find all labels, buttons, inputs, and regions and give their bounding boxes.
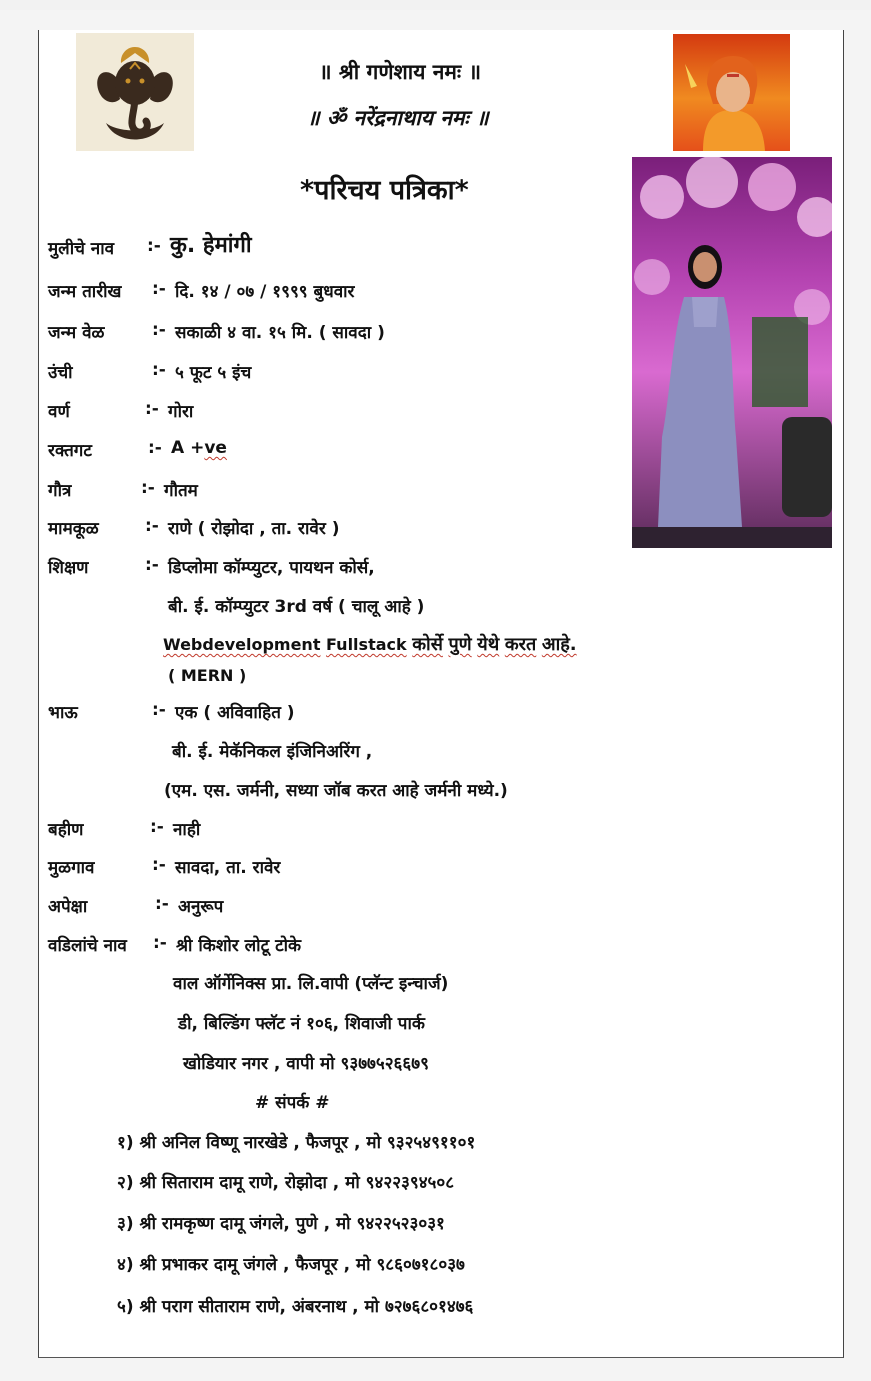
value-complexion: गोरा <box>168 402 194 422</box>
father-line1: श्री किशोर लोटू टोके <box>176 936 302 956</box>
contact-item: ५) श्री पराग सीताराम राणे, अंबरनाथ , मो ७२७६८०१४७६ <box>117 1297 474 1317</box>
sep-expectation: :- <box>155 894 169 914</box>
education-line2: बी. ई. कॉम्प्युटर 3rd वर्ष ( चालू आहे ) <box>168 597 425 617</box>
value-height: ५ फूट ५ इंच <box>175 363 252 383</box>
education-line4: ( MERN ) <box>168 666 247 685</box>
education-line3: Webdevelopment Fullstack कोर्से पुणे येथे करत आहे. <box>163 634 577 655</box>
value-blood-group: A +ve <box>171 438 227 458</box>
label-complexion: वर्ण <box>48 402 70 422</box>
portrait-figure-icon <box>632 157 832 548</box>
label-height: उंची <box>48 363 73 383</box>
label-father: वडिलांचे नाव <box>48 936 127 956</box>
brother-line2: बी. ई. मेकॅनिकल इंजिनिअरिंग , <box>172 742 373 762</box>
invocation-ganesh: ॥ श्री गणेशाय नमः ॥ <box>319 60 482 84</box>
bride-portrait <box>632 157 832 548</box>
contact-item: ३) श्री रामकृष्ण दामू जंगले, पुणे , मो ९४२२५२३०३१ <box>117 1214 445 1234</box>
label-expectation: अपेक्षा <box>48 897 88 917</box>
contact-item: ४) श्री प्रभाकर दामू जंगले , फैजपूर , मो ९८६०७१८०३७ <box>117 1255 465 1275</box>
label-dob: जन्म तारीख <box>48 282 122 302</box>
contacts-heading: # संपर्क # <box>255 1093 330 1113</box>
value-name: कु. हेमांगी <box>170 233 252 258</box>
sep-complexion: :- <box>145 399 159 419</box>
contact-item: २) श्री सिताराम दामू राणे, रोझोदा , मो ९४२२३९४५०८ <box>117 1173 455 1193</box>
value-mamkul: राणे ( रोझोदा , ता. रावेर ) <box>168 519 340 539</box>
sep-mamkul: :- <box>145 516 159 536</box>
label-brother: भाऊ <box>48 703 78 723</box>
label-native: मुळगाव <box>48 858 95 878</box>
father-line4: खोडियार नगर , वापी मो ९३७७५२६६७९ <box>183 1054 429 1074</box>
label-tob: जन्म वेळ <box>48 323 105 343</box>
value-expectation: अनुरूप <box>178 897 224 917</box>
label-blood-group: रक्तगट <box>48 441 92 461</box>
sep-brother: :- <box>152 700 166 720</box>
sep-blood-group: :- <box>148 438 162 458</box>
sep-gotra: :- <box>141 478 155 498</box>
page-title: *परिचय पत्रिका* <box>300 175 469 206</box>
sep-height: :- <box>152 360 166 380</box>
label-mamkul: मामकूळ <box>48 519 99 539</box>
ganesha-logo <box>76 33 194 151</box>
sep-tob: :- <box>152 320 166 340</box>
value-gotra: गौतम <box>164 481 198 501</box>
sep-father: :- <box>153 933 167 953</box>
father-line3: डी, बिल्डिंग फ्लॅट नं १०६, शिवाजी पार्क <box>178 1014 425 1034</box>
invocation-narendranath: ॥ ॐ नरेंद्रनाथाय नमः ॥ <box>307 106 489 130</box>
sep-name: :- <box>147 236 161 256</box>
value-tob: सकाळी ४ वा. १५ मि. ( सावदा ) <box>175 323 385 343</box>
father-line2: वाल ऑर्गेनिक्स प्रा. लि.वापी (प्लॅन्ट इन्चार्ज) <box>173 974 449 994</box>
label-education: शिक्षण <box>48 558 89 578</box>
swami-photo <box>673 34 790 151</box>
top-bar <box>0 0 871 10</box>
contact-item: १) श्री अनिल विष्णू नारखेडे , फैजपूर , मो ९३२५४९११०१ <box>117 1133 476 1153</box>
brother-line1: एक ( अविवाहित ) <box>175 703 295 723</box>
sep-native: :- <box>152 855 166 875</box>
brother-line3: (एम. एस. जर्मनी, सध्या जॉब करत आहे जर्मनी मध्ये.) <box>164 781 508 801</box>
label-sister: बहीण <box>48 820 84 840</box>
label-name: मुलीचे नाव <box>48 239 115 259</box>
label-gotra: गौत्र <box>48 481 72 501</box>
swami-portrait-icon <box>673 34 790 151</box>
value-sister: नाही <box>173 820 201 840</box>
value-dob: दि. १४ / ०७ / १९९९ बुधवार <box>175 282 355 302</box>
ganesha-icon <box>76 33 194 151</box>
sep-dob: :- <box>152 279 166 299</box>
value-native: सावदा, ता. रावेर <box>175 858 281 878</box>
sep-sister: :- <box>150 817 164 837</box>
sep-education: :- <box>145 555 159 575</box>
education-line1: डिप्लोमा कॉम्प्युटर, पायथन कोर्स, <box>168 558 375 578</box>
